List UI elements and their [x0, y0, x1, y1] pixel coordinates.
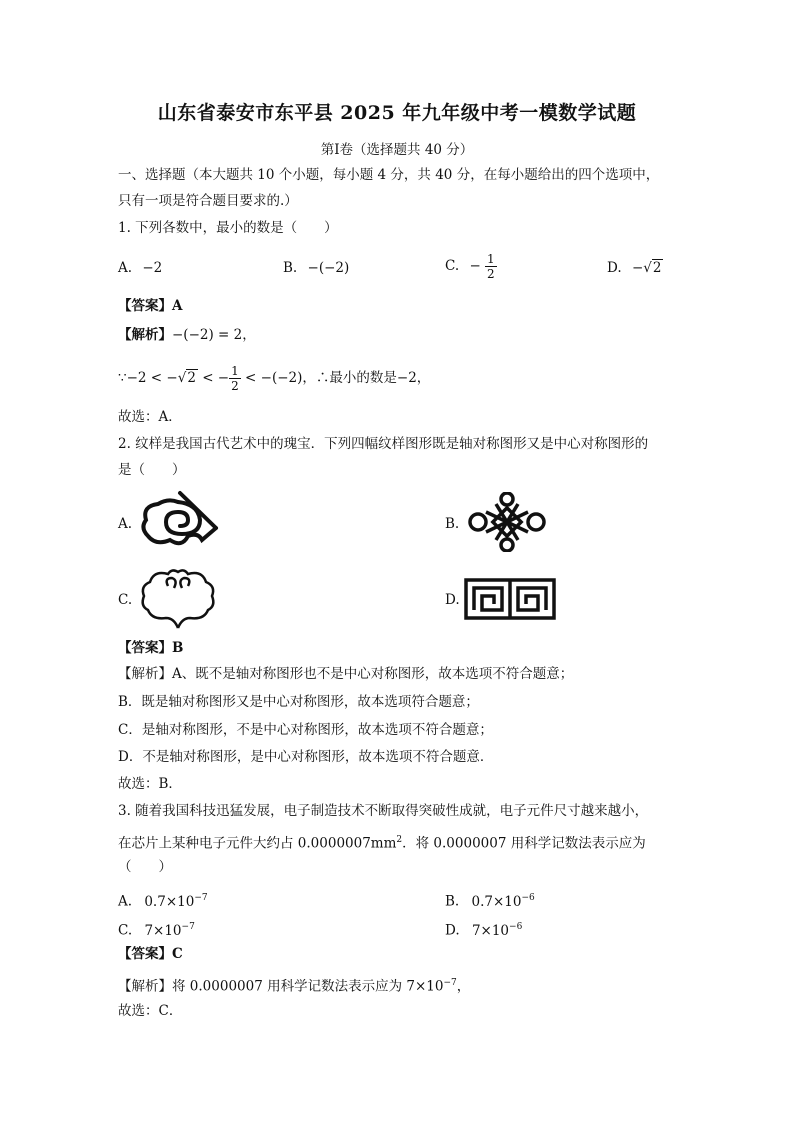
q1-inequality — [118, 364, 430, 393]
q1-conclusion: 故选：A． — [118, 409, 182, 425]
q3-option-c-exponent: −7 — [181, 922, 195, 932]
q2-option-a-label: A. — [118, 516, 133, 532]
q3-option-c — [118, 917, 195, 941]
q3-option-a — [118, 888, 208, 912]
q1-option-d-sign: − — [631, 260, 644, 276]
q3-option-d — [445, 917, 522, 941]
fraction-numerator: 1 — [487, 252, 495, 266]
fraction-denominator: 2 — [231, 379, 239, 393]
q3-stem-line-3: （ ） — [118, 859, 172, 875]
q2-analysis-line-2: B．既是轴对称图形又是中心对称图形，故本选项符合题意； — [118, 694, 479, 710]
q3-option-b — [445, 888, 535, 912]
q2-answer: 【答案】B — [118, 640, 184, 656]
q1-ineq-suffix: < −(−2)，∴最小的数是−2， — [240, 370, 431, 386]
q1-analysis — [118, 325, 256, 345]
section-intro-line-2: 只有一项是符合题目要求的.） — [118, 193, 298, 209]
q3-option-a-label: A. — [118, 893, 133, 910]
q3-analysis — [118, 973, 470, 997]
q3-option-d-base: 7×10 — [471, 922, 510, 939]
q1-option-d — [607, 258, 663, 278]
q3-conclusion: 故选：C． — [118, 1003, 183, 1019]
q2-conclusion: 故选：B． — [118, 776, 182, 792]
q1-analysis-expr: −(−2) = 2， — [172, 327, 256, 343]
q2-option-d-label: D. — [445, 592, 460, 608]
q1-option-c — [445, 252, 497, 281]
q3-option-b-exponent: −6 — [521, 893, 535, 903]
q2-option-c-label: C. — [118, 592, 133, 608]
q1-ineq-mid: < − — [197, 370, 230, 386]
q3-analysis-suffix: ， — [456, 978, 471, 995]
q1-option-c-label: C. — [445, 258, 460, 274]
document-title: 山东省泰安市东平县 2025 年九年级中考一模数学试题 — [157, 102, 637, 124]
q1-option-a-label: A. — [118, 260, 133, 276]
q2-stem-line-2: 是（ ） — [118, 462, 186, 478]
q3-option-b-label: B. — [445, 893, 460, 910]
q3-stem-unit: mm — [370, 835, 397, 852]
q2-analysis-line-1: 【解析】A、既不是轴对称图形也不是中心对称图形，故本选项不符合题意； — [118, 666, 574, 682]
sqrt-symbol: √ — [177, 370, 187, 386]
q3-stem-text-a: 在芯片上某种电子元件大约占 0.0000007 — [118, 835, 371, 852]
q1-option-b — [283, 258, 349, 278]
q2-option-b-label: B. — [445, 516, 460, 532]
auspicious-cloud-pattern-image — [138, 566, 218, 632]
q3-option-c-label: C. — [118, 922, 133, 939]
q1-option-c-fraction — [485, 252, 497, 281]
endless-knot-pattern-image — [466, 492, 548, 552]
q3-option-a-exponent: −7 — [194, 893, 208, 903]
q1-option-a — [118, 258, 162, 278]
q3-stem-unit-exponent: 2 — [396, 835, 403, 845]
q1-stem: 1. 下列各数中，最小的数是（ ） — [118, 220, 338, 236]
q1-option-b-value: −(−2) — [307, 260, 350, 276]
q1-option-a-value: −2 — [142, 260, 163, 276]
q1-option-c-sign: − — [469, 258, 481, 274]
q1-option-d-label: D. — [607, 260, 622, 276]
q3-analysis-prefix: 【解析】将 0.0000007 用科学记数法表示应为 7×10 — [118, 978, 444, 995]
cloud-spiral-pattern-image — [138, 488, 222, 552]
fraction-denominator: 2 — [487, 267, 495, 281]
q3-option-d-label: D. — [445, 922, 460, 939]
q3-stem-line-1: 3. 随着我国科技迅猛发展，电子制造技术不断取得突破性成就，电子元件尺寸越来越小， — [118, 803, 649, 819]
q1-analysis-label: 【解析】 — [118, 327, 172, 343]
q3-stem-line-2 — [118, 830, 646, 854]
fret-meander-pattern-image — [464, 578, 556, 620]
sqrt-symbol: √ — [643, 260, 652, 276]
q1-answer: 【答案】A — [118, 298, 183, 314]
q2-analysis-line-3: C．是轴对称图形，不是中心对称图形，故本选项不符合题意； — [118, 722, 493, 738]
q1-option-d-radicand: 2 — [652, 260, 662, 276]
q3-analysis-exponent: −7 — [443, 978, 457, 988]
q1-option-b-label: B. — [283, 260, 298, 276]
q1-ineq-prefix: ∵−2 < − — [118, 370, 178, 386]
q3-option-b-base: 0.7×10 — [471, 893, 522, 910]
q3-option-a-base: 0.7×10 — [144, 893, 195, 910]
q2-analysis-line-4: D．不是轴对称图形，是中心对称图形，故本选项不符合题意． — [118, 749, 494, 765]
section-intro-line-1: 一、选择题（本大题共 10 个小题，每小题 4 分，共 40 分，在每小题给出的四个选项中， — [118, 167, 660, 183]
q1-ineq-radicand: 2 — [187, 370, 196, 386]
q3-stem-text-b: ．将 0.0000007 用科学记数法表示应为 — [402, 835, 646, 852]
section-header: 第Ⅰ卷（选择题共 40 分） — [320, 142, 474, 158]
q1-ineq-fraction — [229, 364, 241, 393]
q3-answer: 【答案】C — [118, 946, 183, 962]
q2-stem-line-1: 2. 纹样是我国古代艺术中的瑰宝．下列四幅纹样图形既是轴对称图形又是中心对称图形的 — [118, 436, 649, 452]
fraction-numerator: 1 — [231, 364, 239, 378]
q3-option-d-exponent: −6 — [509, 922, 523, 932]
q3-option-c-base: 7×10 — [144, 922, 182, 939]
